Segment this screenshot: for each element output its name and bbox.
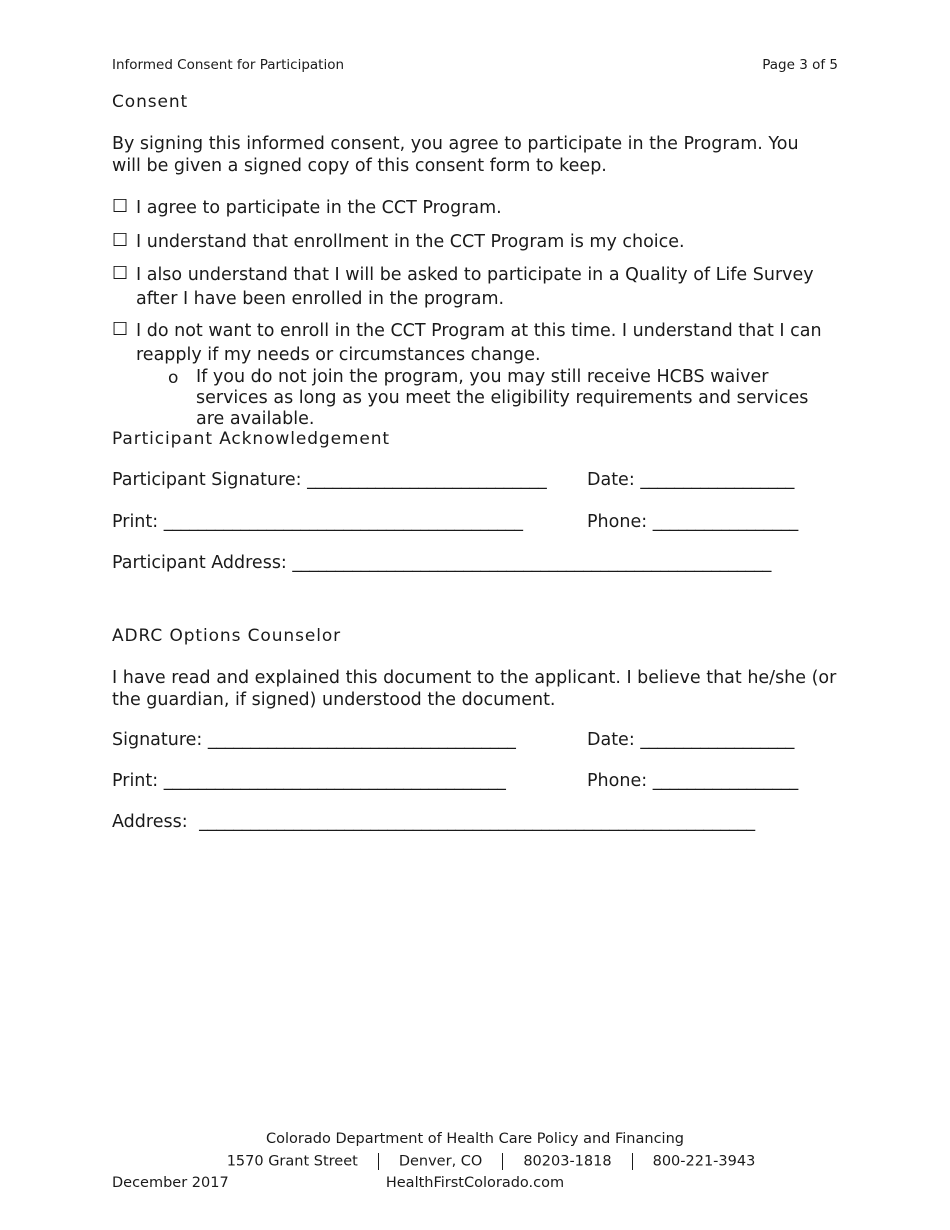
sub-bullet: o — [168, 368, 179, 388]
checkbox-label: I understand that enrollment in the CCT Program is my choice. — [136, 232, 685, 252]
document-title: Informed Consent for Participation — [112, 57, 345, 73]
counselor-address-label: Address: — [112, 812, 188, 832]
checkbox-icon[interactable]: ☐ — [112, 263, 129, 284]
checkbox-icon[interactable]: ☐ — [112, 230, 129, 251]
participant-signature-label: Participant Signature: — [112, 470, 302, 490]
footer-separator — [378, 1153, 379, 1170]
page-number: Page 3 of 5 — [762, 57, 838, 73]
participant-address-field[interactable] — [112, 553, 771, 573]
counselor-date-label: Date: — [587, 730, 635, 750]
participant-date-field[interactable] — [587, 470, 794, 490]
counselor-print-field[interactable] — [112, 771, 506, 791]
counselor-statement: I have read and explained this document to the applicant. I believe that he/she (or the guardian, if signed) understood the document. — [112, 668, 837, 710]
participant-heading: Participant Acknowledgement — [112, 429, 390, 449]
counselor-date-field[interactable] — [587, 730, 794, 750]
counselor-signature-label: Signature: — [112, 730, 203, 750]
footer-address-line — [0, 1153, 950, 1170]
participant-address-label: Participant Address: — [112, 553, 287, 573]
footer-phone: 800-221-3943 — [652, 1153, 756, 1170]
sub-note: If you do not join the program, you may still receive HCBS waiver services as long as you meet the eligibility requirements and services are available. — [196, 367, 809, 429]
participant-signature-field[interactable] — [112, 470, 547, 490]
checkbox-label: I agree to participate in the CCT Program. — [136, 198, 502, 218]
footer-separator — [632, 1153, 633, 1170]
footer-city: Denver, CO — [398, 1153, 483, 1170]
footer-department: Colorado Department of Health Care Policy and Financing — [266, 1131, 684, 1147]
checkbox-label: I also understand that I will be asked to participate in a Quality of Life Survey after I have been enrolled in the program. — [136, 265, 814, 309]
participant-print-field[interactable] — [112, 512, 523, 532]
footer-zip: 80203-1818 — [523, 1153, 612, 1170]
participant-date-line[interactable]: __________________ — [640, 470, 795, 490]
participant-signature-line[interactable]: ____________________________ — [307, 470, 547, 490]
participant-address-line[interactable]: ________________________________________________________ — [292, 553, 772, 573]
participant-print-line[interactable]: __________________________________________ — [163, 512, 523, 532]
counselor-phone-label: Phone: — [587, 771, 648, 791]
checkbox-icon[interactable]: ☐ — [112, 319, 129, 340]
counselor-signature-field[interactable] — [112, 730, 516, 750]
participant-print-label: Print: — [112, 512, 159, 532]
footer-website[interactable]: HealthFirstColorado.com — [385, 1175, 565, 1191]
footer-street: 1570 Grant Street — [226, 1153, 358, 1170]
counselor-address-field[interactable] — [112, 812, 755, 832]
counselor-phone-field[interactable] — [587, 771, 798, 791]
participant-phone-field[interactable] — [587, 512, 798, 532]
counselor-signature-line[interactable]: ____________________________________ — [207, 730, 516, 750]
counselor-address-line[interactable]: _________________________________________________________________ — [199, 812, 755, 832]
footer-date: December 2017 — [112, 1175, 229, 1191]
footer-separator — [502, 1153, 503, 1170]
counselor-date-line[interactable]: __________________ — [640, 730, 795, 750]
participant-phone-label: Phone: — [587, 512, 648, 532]
consent-intro: By signing this informed consent, you agree to participate in the Program. You will be given a signed copy of this consent form to keep. — [112, 134, 799, 176]
checkbox-label: I do not want to enroll in the CCT Program at this time. I understand that I can reapply if my needs or circumstances change. — [136, 321, 822, 365]
participant-phone-line[interactable]: _________________ — [652, 512, 799, 532]
consent-heading: Consent — [112, 92, 189, 112]
counselor-print-line[interactable]: ________________________________________ — [163, 771, 506, 791]
checkbox-icon[interactable]: ☐ — [112, 196, 129, 217]
counselor-phone-line[interactable]: _________________ — [652, 771, 799, 791]
counselor-print-label: Print: — [112, 771, 159, 791]
participant-date-label: Date: — [587, 470, 635, 490]
counselor-heading: ADRC Options Counselor — [112, 626, 342, 646]
